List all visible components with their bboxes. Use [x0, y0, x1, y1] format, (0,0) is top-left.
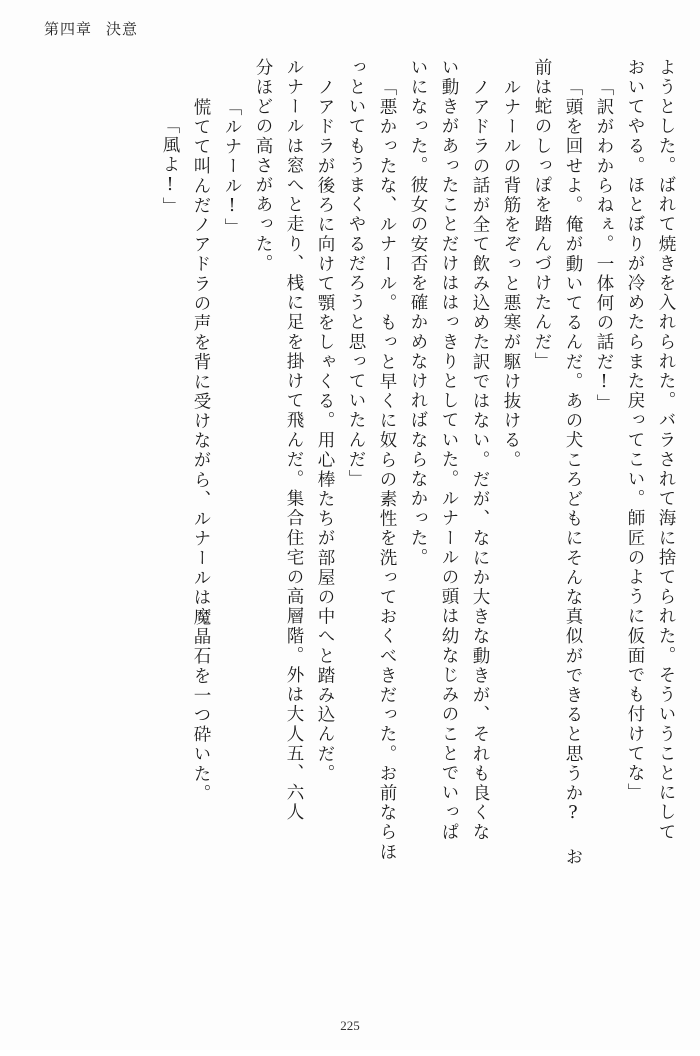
text-line: いになった。彼女の安否を確かめなければならなかった。 [408, 58, 428, 568]
text-line: 分ほどの高さがあった。 [253, 58, 273, 274]
text-line: おいてやる。ほとぼりが冷めたらまた戻ってこい。師匠のように仮面でも付けてな」 [625, 58, 645, 803]
text-line: 慌てて叫んだノアドラの声を背に受けながら、ルナールは魔晶石を一つ砕いた。 [191, 98, 211, 804]
text-line: 「悪かったな、ルナール。もっと早くに奴らの素性を洗っておくべきだった。お前ならほ [377, 78, 397, 862]
text-line: ノアドラの話が全て飲み込めた訳ではない。だが、なにか大きな動きが、それも良くな [470, 78, 490, 843]
text-line: 「風よ!」 [160, 116, 180, 217]
text-line: 「訳がわからねぇ。一体何の話だ!」 [594, 78, 614, 414]
chapter-title: 決意 [106, 22, 139, 38]
text-line: っといてもうまくやるだろうと思っていたんだ」 [346, 58, 366, 490]
vertical-text-body [30, 58, 674, 998]
text-line: ようとした。ばれて焼きを入れられた。バラされて海に捨てられた。そういうことにして [656, 58, 676, 842]
chapter-number: 第四章 [44, 22, 93, 38]
text-line: ルナールの背筋をぞっと悪寒が駆け抜ける。 [501, 78, 521, 470]
text-line: ノアドラが後ろに向けて顎をしゃくる。用心棒たちが部屋の中へと踏み込んだ。 [315, 78, 335, 784]
page-header [44, 18, 138, 39]
page-number: 225 [340, 1018, 360, 1033]
text-line: 前は蛇のしっぽを踏んづけたんだ」 [532, 58, 552, 372]
text-line: 「頭を回せよ。俺が動いてるんだ。あの犬ころどもにそんな真似ができると思うか? お [563, 78, 583, 867]
text-line: ルナールは窓へと走り、桟に足を掛けて飛んだ。集合住宅の高層階。外は大人五、六人 [284, 58, 304, 823]
text-line: い動きがあったことだけははっきりとしていた。ルナールの頭は幼なじみのことでいっぱ [439, 58, 459, 842]
text-line: 「ルナール!」 [222, 98, 242, 238]
